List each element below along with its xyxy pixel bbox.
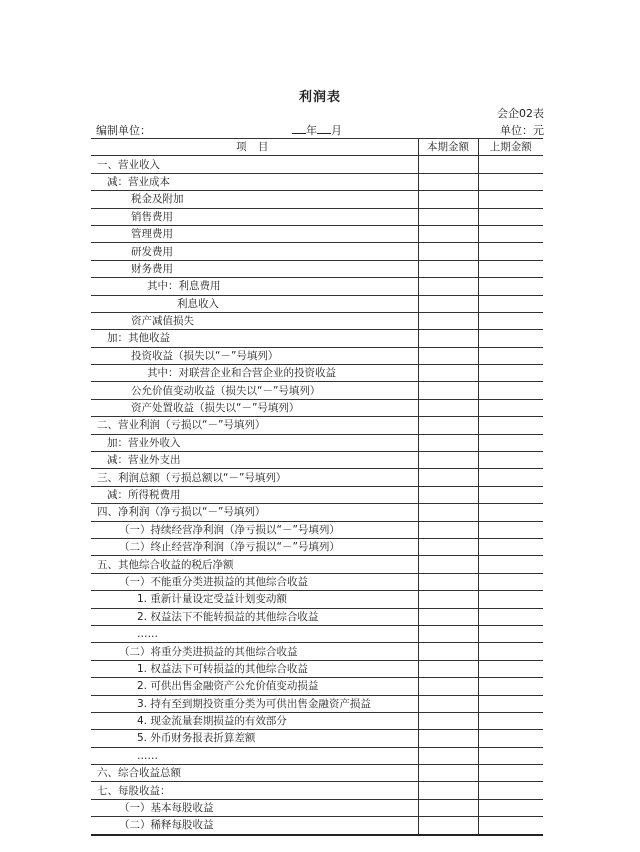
- row-item-label: 1. 重新计量设定受益计划变动额: [91, 591, 418, 608]
- row-item-label: （二）终止经营净利润（净亏损以“－”号填列）: [91, 538, 418, 555]
- table-row: [91, 347, 543, 364]
- table-row: [91, 712, 543, 729]
- row-current-amount[interactable]: [418, 782, 478, 799]
- row-previous-amount[interactable]: [478, 434, 543, 451]
- row-previous-amount[interactable]: [478, 365, 543, 382]
- row-item-label: 4. 现金流量套期损益的有效部分: [91, 712, 418, 729]
- row-item-label: 2. 可供出售金融资产公允价值变动损益: [91, 678, 418, 695]
- table-row: [91, 521, 543, 538]
- row-previous-amount[interactable]: [478, 243, 543, 260]
- row-current-amount[interactable]: [418, 504, 478, 521]
- header-item: 项 目: [91, 139, 418, 156]
- table-row: [91, 747, 543, 764]
- row-item-label: 六、综合收益总额: [91, 765, 418, 782]
- table-header-row: [91, 139, 543, 156]
- row-item-label: 五、其他综合收益的税后净额: [91, 556, 418, 573]
- row-current-amount[interactable]: [418, 660, 478, 677]
- table-row: [91, 678, 543, 695]
- table-row: [91, 782, 543, 799]
- row-current-amount[interactable]: [418, 538, 478, 555]
- table-row: [91, 504, 543, 521]
- report-period: [292, 122, 342, 138]
- row-previous-amount[interactable]: [478, 782, 543, 799]
- row-item-label: 投资收益（损失以“－”号填列）: [91, 347, 418, 364]
- row-previous-amount[interactable]: [478, 382, 543, 399]
- header-previous-amount: 上期金额: [478, 139, 543, 156]
- row-previous-amount[interactable]: [478, 625, 543, 642]
- row-previous-amount[interactable]: [478, 765, 543, 782]
- row-current-amount[interactable]: [418, 747, 478, 764]
- row-previous-amount[interactable]: [478, 399, 543, 416]
- row-current-amount[interactable]: [418, 608, 478, 625]
- row-item-label: 减：所得税费用: [91, 486, 418, 503]
- row-current-amount[interactable]: [418, 399, 478, 416]
- report-meta-row: [96, 122, 544, 136]
- table-row: [91, 295, 543, 312]
- row-item-label: 5. 外币财务报表折算差额: [91, 730, 418, 747]
- row-item-label: 1. 权益法下可转损益的其他综合收益: [91, 660, 418, 677]
- row-previous-amount[interactable]: [478, 469, 543, 486]
- month-blank: [317, 123, 331, 134]
- row-current-amount[interactable]: [418, 452, 478, 469]
- form-code: 会企02表: [497, 107, 544, 120]
- table-row: [91, 312, 543, 329]
- row-previous-amount[interactable]: [478, 747, 543, 764]
- row-current-amount[interactable]: [418, 191, 478, 208]
- row-current-amount[interactable]: [418, 765, 478, 782]
- row-item-label: 减：营业成本: [91, 173, 418, 190]
- row-current-amount[interactable]: [418, 817, 478, 835]
- row-current-amount[interactable]: [418, 156, 478, 173]
- row-item-label: ……: [91, 625, 418, 642]
- income-statement-table: [91, 138, 543, 836]
- row-current-amount[interactable]: [418, 678, 478, 695]
- table-row: [91, 469, 543, 486]
- row-item-label: 财务费用: [91, 260, 418, 277]
- row-current-amount[interactable]: [418, 591, 478, 608]
- table-row: [91, 817, 543, 835]
- row-item-label: 资产处置收益（损失以“－”号填列）: [91, 399, 418, 416]
- row-previous-amount[interactable]: [478, 799, 543, 816]
- row-current-amount[interactable]: [418, 434, 478, 451]
- row-current-amount[interactable]: [418, 573, 478, 590]
- row-item-label: 一、营业收入: [91, 156, 418, 173]
- row-item-label: （二）稀释每股收益: [91, 817, 418, 835]
- row-previous-amount[interactable]: [478, 660, 543, 677]
- row-item-label: 税金及附加: [91, 191, 418, 208]
- row-item-label: 其中：利息费用: [91, 278, 418, 295]
- table-row: [91, 538, 543, 555]
- row-previous-amount[interactable]: [478, 278, 543, 295]
- table-row: [91, 191, 543, 208]
- row-previous-amount[interactable]: [478, 417, 543, 434]
- row-item-label: 加：营业外收入: [91, 434, 418, 451]
- row-previous-amount[interactable]: [478, 695, 543, 712]
- currency-unit: 单位：元: [500, 124, 544, 137]
- row-previous-amount[interactable]: [478, 678, 543, 695]
- table-row: [91, 260, 543, 277]
- table-row: [91, 608, 543, 625]
- row-item-label: 3. 持有至到期投资重分类为可供出售金融资产损益: [91, 695, 418, 712]
- table-row: [91, 208, 543, 225]
- row-item-label: 四、净利润（净亏损以“－”号填列）: [91, 504, 418, 521]
- table-row: [91, 591, 543, 608]
- table-row: [91, 156, 543, 173]
- row-previous-amount[interactable]: [478, 521, 543, 538]
- row-item-label: （二）将重分类进损益的其他综合收益: [91, 643, 418, 660]
- row-previous-amount[interactable]: [478, 260, 543, 277]
- row-current-amount[interactable]: [418, 243, 478, 260]
- row-item-label: 公允价值变动收益（损失以“－”号填列）: [91, 382, 418, 399]
- row-current-amount[interactable]: [418, 625, 478, 642]
- row-item-label: 管理费用: [91, 225, 418, 242]
- row-current-amount[interactable]: [418, 556, 478, 573]
- row-current-amount[interactable]: [418, 521, 478, 538]
- row-item-label: （一）基本每股收益: [91, 799, 418, 816]
- row-item-label: （一）持续经营净利润（净亏损以“－”号填列）: [91, 521, 418, 538]
- table-body: [91, 156, 543, 835]
- row-previous-amount[interactable]: [478, 538, 543, 555]
- row-previous-amount[interactable]: [478, 330, 543, 347]
- table-row: [91, 573, 543, 590]
- table-row: [91, 486, 543, 503]
- row-item-label: 二、营业利润（亏损以“－”号填列）: [91, 417, 418, 434]
- report-title: 利润表: [298, 90, 341, 105]
- row-previous-amount[interactable]: [478, 191, 543, 208]
- table-row: [91, 365, 543, 382]
- row-current-amount[interactable]: [418, 347, 478, 364]
- row-previous-amount[interactable]: [478, 712, 543, 729]
- row-item-label: 资产减值损失: [91, 312, 418, 329]
- table-row: [91, 643, 543, 660]
- row-current-amount[interactable]: [418, 712, 478, 729]
- row-current-amount[interactable]: [418, 486, 478, 503]
- table-row: [91, 243, 543, 260]
- row-item-label: 减：营业外支出: [91, 452, 418, 469]
- table-row: [91, 695, 543, 712]
- row-previous-amount[interactable]: [478, 225, 543, 242]
- row-current-amount[interactable]: [418, 382, 478, 399]
- row-previous-amount[interactable]: [478, 608, 543, 625]
- row-item-label: 七、每股收益：: [91, 782, 418, 799]
- row-current-amount[interactable]: [418, 469, 478, 486]
- row-previous-amount[interactable]: [478, 556, 543, 573]
- row-current-amount[interactable]: [418, 643, 478, 660]
- table-row: [91, 452, 543, 469]
- month-label: 月: [331, 124, 342, 137]
- row-item-label: 研发费用: [91, 243, 418, 260]
- row-current-amount[interactable]: [418, 260, 478, 277]
- row-item-label: 2. 权益法下不能转损益的其他综合收益: [91, 608, 418, 625]
- row-previous-amount[interactable]: [478, 156, 543, 173]
- row-item-label: 销售费用: [91, 208, 418, 225]
- row-item-label: 其中：对联营企业和合营企业的投资收益: [91, 365, 418, 382]
- table-row: [91, 399, 543, 416]
- table-row: [91, 278, 543, 295]
- row-previous-amount[interactable]: [478, 312, 543, 329]
- row-previous-amount[interactable]: [478, 208, 543, 225]
- row-current-amount[interactable]: [418, 208, 478, 225]
- table-row: [91, 173, 543, 190]
- row-previous-amount[interactable]: [478, 591, 543, 608]
- table-row: [91, 730, 543, 747]
- table-row: [91, 799, 543, 816]
- row-previous-amount[interactable]: [478, 173, 543, 190]
- table-row: [91, 382, 543, 399]
- row-previous-amount[interactable]: [478, 486, 543, 503]
- row-item-label: 利息收入: [91, 295, 418, 312]
- table-row: [91, 625, 543, 642]
- row-current-amount[interactable]: [418, 295, 478, 312]
- row-current-amount[interactable]: [418, 312, 478, 329]
- row-current-amount[interactable]: [418, 173, 478, 190]
- table-row: [91, 556, 543, 573]
- year-label: 年: [306, 124, 317, 137]
- table-row: [91, 765, 543, 782]
- row-current-amount[interactable]: [418, 730, 478, 747]
- row-item-label: 三、利润总额（亏损总额以“－”号填列）: [91, 469, 418, 486]
- row-previous-amount[interactable]: [478, 817, 543, 835]
- row-previous-amount[interactable]: [478, 643, 543, 660]
- row-current-amount[interactable]: [418, 278, 478, 295]
- header-current-amount: 本期金额: [418, 139, 478, 156]
- row-current-amount[interactable]: [418, 330, 478, 347]
- table-row: [91, 225, 543, 242]
- row-previous-amount[interactable]: [478, 347, 543, 364]
- row-current-amount[interactable]: [418, 417, 478, 434]
- table-row: [91, 660, 543, 677]
- preparer-label: 编制单位：: [96, 124, 151, 137]
- table-row: [91, 417, 543, 434]
- row-item-label: ……: [91, 747, 418, 764]
- row-current-amount[interactable]: [418, 695, 478, 712]
- row-item-label: （一）不能重分类进损益的其他综合收益: [91, 573, 418, 590]
- row-previous-amount[interactable]: [478, 730, 543, 747]
- row-current-amount[interactable]: [418, 365, 478, 382]
- table-row: [91, 330, 543, 347]
- row-current-amount[interactable]: [418, 799, 478, 816]
- year-blank: [292, 123, 306, 134]
- row-previous-amount[interactable]: [478, 573, 543, 590]
- row-previous-amount[interactable]: [478, 504, 543, 521]
- row-item-label: 加：其他收益: [91, 330, 418, 347]
- table-row: [91, 434, 543, 451]
- row-previous-amount[interactable]: [478, 295, 543, 312]
- row-current-amount[interactable]: [418, 225, 478, 242]
- row-previous-amount[interactable]: [478, 452, 543, 469]
